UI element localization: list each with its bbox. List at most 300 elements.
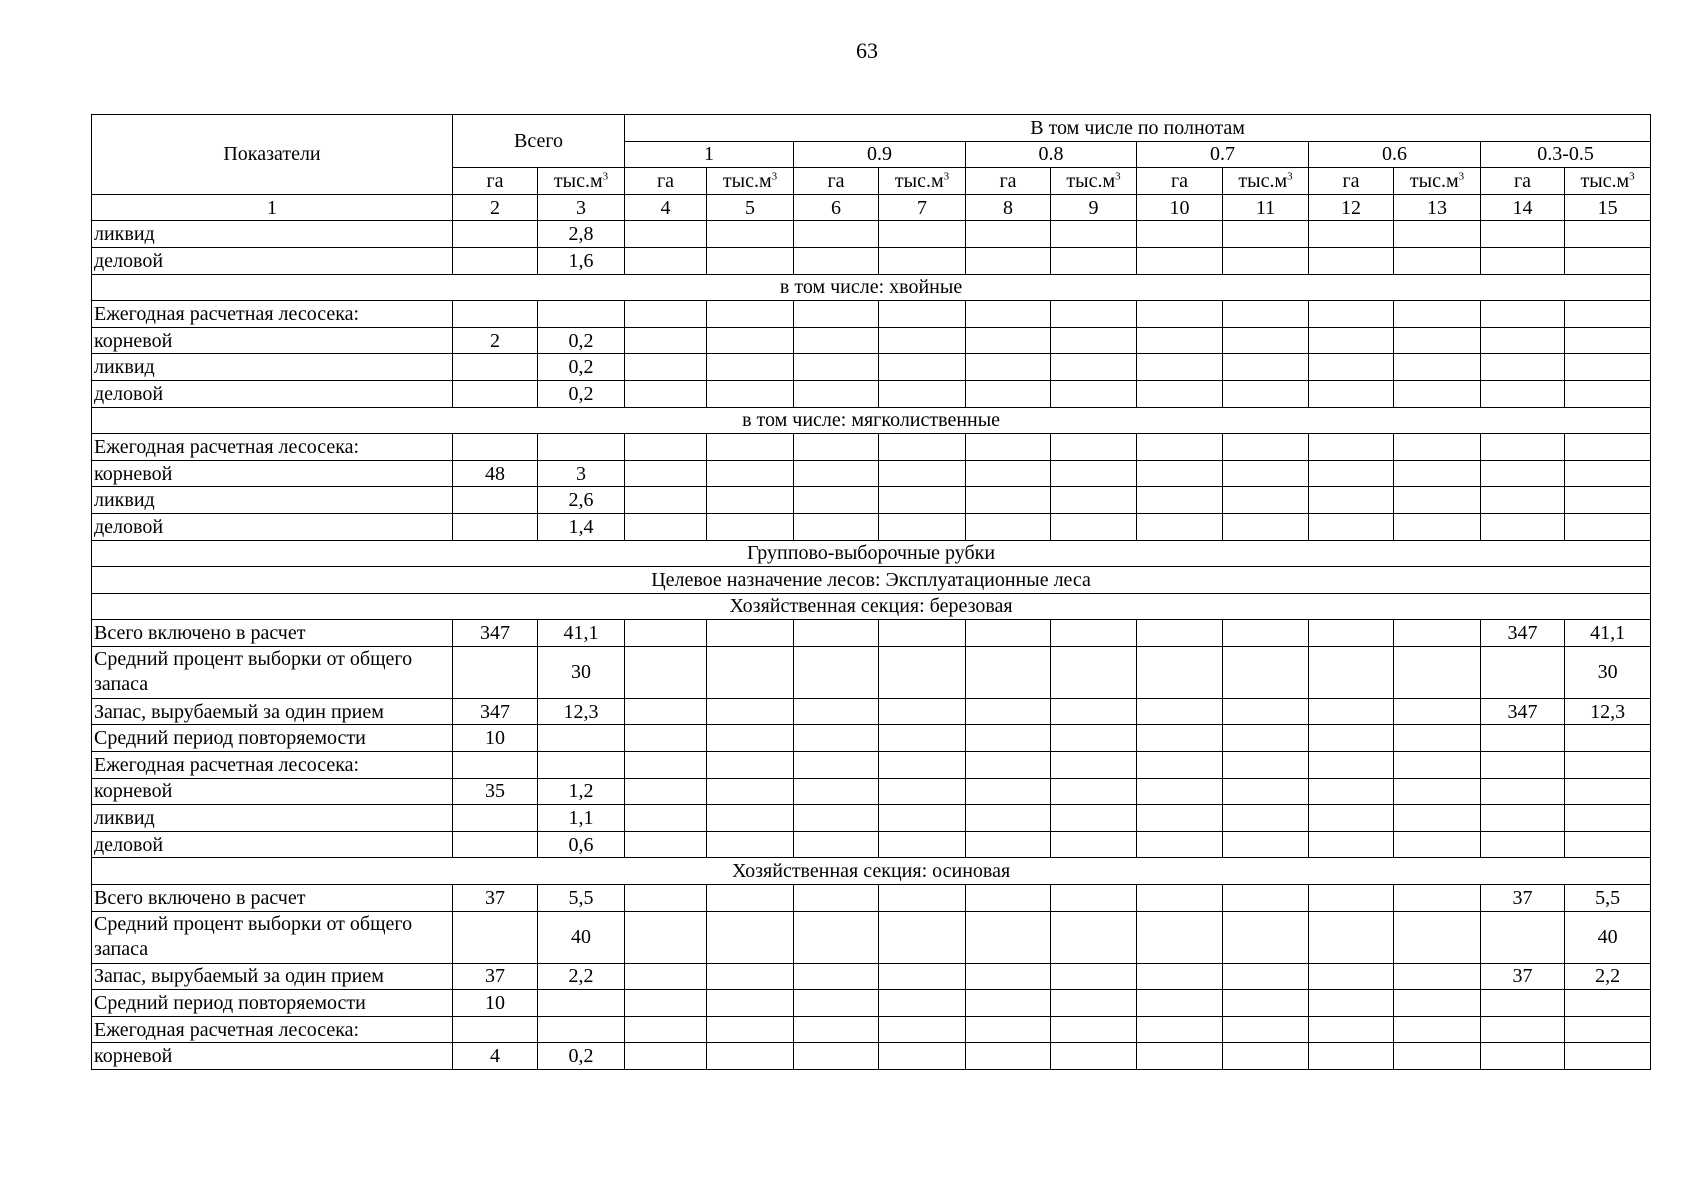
table-cell: [1223, 354, 1309, 381]
unit-volume-sup: 3: [1287, 170, 1293, 183]
table-cell: [1137, 698, 1223, 725]
unit-volume-sup: 3: [602, 170, 609, 183]
section-title: в том числе: хвойные: [92, 274, 1651, 301]
table-cell: [1223, 620, 1309, 647]
table-cell: 2,2: [1565, 963, 1651, 990]
table-row: [92, 831, 1651, 858]
table-cell: [453, 221, 538, 248]
table-cell: [966, 885, 1051, 912]
table-cell: [707, 752, 794, 779]
table-cell: [453, 434, 538, 461]
table-cell: [1051, 301, 1137, 328]
table-cell: [1223, 221, 1309, 248]
row-label: Всего включено в расчет: [92, 620, 453, 647]
column-number: 3: [538, 194, 625, 221]
table-cell: [625, 885, 707, 912]
header-unit-ha: га: [1137, 168, 1223, 195]
table-cell: [1394, 805, 1481, 832]
table-cell: 2: [453, 327, 538, 354]
table-cell: [1309, 805, 1394, 832]
row-label: ликвид: [92, 805, 453, 832]
header-density: 0.8: [966, 141, 1137, 168]
table-row: [92, 778, 1651, 805]
page-number: 63: [856, 38, 878, 63]
table-cell: [1137, 380, 1223, 407]
table-cell: 40: [1565, 911, 1651, 963]
table-cell: [879, 911, 966, 963]
table-cell: [538, 752, 625, 779]
table-cell: [1223, 778, 1309, 805]
table-cell: [879, 831, 966, 858]
table-cell: [453, 247, 538, 274]
table-cell: [1481, 380, 1565, 407]
table-cell: [794, 646, 879, 698]
table-cell: [1394, 221, 1481, 248]
table-cell: [538, 725, 625, 752]
header-unit-volume: [707, 168, 794, 195]
table-cell: [879, 646, 966, 698]
header-density: 0.6: [1309, 141, 1481, 168]
table-row: [92, 247, 1651, 274]
table-cell: 0,2: [538, 380, 625, 407]
table-cell: 347: [1481, 698, 1565, 725]
unit-volume-sup: 3: [1115, 170, 1121, 183]
table-cell: [538, 1016, 625, 1043]
table-cell: [1223, 487, 1309, 514]
row-label: Средний период повторяемости: [92, 725, 453, 752]
table-cell: [625, 1043, 707, 1070]
header-total: Всего: [453, 115, 625, 168]
table-cell: [1223, 725, 1309, 752]
table-cell: [1051, 434, 1137, 461]
table-cell: [707, 221, 794, 248]
table-cell: [625, 301, 707, 328]
table-cell: [879, 513, 966, 540]
column-number: 7: [879, 194, 966, 221]
header-unit-volume: [538, 168, 625, 195]
table-cell: [1481, 301, 1565, 328]
table-cell: [625, 831, 707, 858]
table-cell: [1394, 487, 1481, 514]
table-cell: [1051, 380, 1137, 407]
table-cell: [707, 1043, 794, 1070]
table-row: [92, 380, 1651, 407]
table-row: [92, 885, 1651, 912]
table-row: [92, 487, 1651, 514]
header-row-1: [92, 115, 1651, 142]
table-cell: 30: [1565, 646, 1651, 698]
row-label: деловой: [92, 247, 453, 274]
table-cell: 10: [453, 725, 538, 752]
table-cell: 37: [453, 885, 538, 912]
table-cell: [538, 434, 625, 461]
table-cell: [966, 646, 1051, 698]
table-cell: [707, 513, 794, 540]
table-cell: [794, 221, 879, 248]
table-cell: [966, 380, 1051, 407]
table-cell: [794, 1043, 879, 1070]
table-cell: [966, 434, 1051, 461]
table-cell: 37: [453, 963, 538, 990]
table-cell: [1394, 725, 1481, 752]
table-cell: [1137, 963, 1223, 990]
table-cell: [1481, 327, 1565, 354]
table-cell: [1481, 434, 1565, 461]
table-cell: [1309, 620, 1394, 647]
table-cell: [1137, 885, 1223, 912]
table-cell: [1481, 1016, 1565, 1043]
table-cell: [1051, 805, 1137, 832]
column-number: 12: [1309, 194, 1394, 221]
table-cell: [794, 831, 879, 858]
column-number: 6: [794, 194, 879, 221]
unit-volume-sup: 3: [1458, 170, 1465, 183]
unit-volume-text: тыс.м: [1238, 169, 1288, 192]
section-title: в том числе: мягколиственные: [92, 407, 1651, 434]
table-cell: [1223, 1016, 1309, 1043]
table-cell: [1223, 805, 1309, 832]
table-cell: [794, 513, 879, 540]
table-cell: [1223, 752, 1309, 779]
table-cell: [1565, 487, 1651, 514]
column-number: 15: [1565, 194, 1651, 221]
table-cell: [879, 327, 966, 354]
header-unit-ha: га: [1309, 168, 1394, 195]
table-cell: [1481, 354, 1565, 381]
unit-volume-text: тыс.м: [722, 169, 772, 192]
table-cell: [879, 1016, 966, 1043]
table-row: [92, 725, 1651, 752]
table-cell: [794, 778, 879, 805]
table-row: [92, 963, 1651, 990]
table-cell: [1481, 805, 1565, 832]
table-row: [92, 752, 1651, 779]
table-cell: [625, 698, 707, 725]
table-cell: [1137, 1016, 1223, 1043]
table-cell: [966, 752, 1051, 779]
table-cell: [1051, 778, 1137, 805]
table-cell: [794, 725, 879, 752]
table-cell: [879, 752, 966, 779]
table-cell: [794, 354, 879, 381]
table-cell: [1223, 513, 1309, 540]
table-cell: [1394, 327, 1481, 354]
table-cell: [1394, 963, 1481, 990]
table-row: [92, 990, 1651, 1017]
header-unit-volume: [1394, 168, 1481, 195]
table-cell: [1137, 911, 1223, 963]
column-number: 1: [92, 194, 453, 221]
table-cell: [1394, 513, 1481, 540]
row-label: Средний процент выборки от общего запаса: [92, 646, 453, 698]
table-cell: [1309, 752, 1394, 779]
table-cell: [1394, 301, 1481, 328]
table-cell: [1309, 911, 1394, 963]
table-cell: [1223, 990, 1309, 1017]
table-cell: [966, 487, 1051, 514]
table-cell: 347: [453, 620, 538, 647]
table-cell: [794, 885, 879, 912]
table-cell: [879, 805, 966, 832]
table-cell: [1051, 513, 1137, 540]
table-cell: 10: [453, 990, 538, 1017]
table-row: [92, 911, 1651, 963]
column-number: 8: [966, 194, 1051, 221]
table-cell: 37: [1481, 963, 1565, 990]
table-body: [92, 221, 1651, 1070]
unit-volume-text: тыс.м: [894, 169, 944, 192]
table-cell: [1051, 620, 1137, 647]
table-cell: 2,8: [538, 221, 625, 248]
table-cell: [1223, 831, 1309, 858]
table-cell: [794, 963, 879, 990]
table-cell: [1223, 885, 1309, 912]
header-indicators: Показатели: [92, 115, 453, 195]
table-cell: [1394, 434, 1481, 461]
table-cell: 4: [453, 1043, 538, 1070]
table-cell: [453, 646, 538, 698]
table-cell: [625, 725, 707, 752]
table-row: [92, 221, 1651, 248]
table-cell: [879, 885, 966, 912]
table-cell: [453, 301, 538, 328]
table-cell: [1481, 460, 1565, 487]
table-cell: [1309, 513, 1394, 540]
table-cell: [1051, 752, 1137, 779]
table-cell: [625, 487, 707, 514]
column-number: 9: [1051, 194, 1137, 221]
table-cell: [879, 487, 966, 514]
table-cell: [453, 380, 538, 407]
table-cell: [966, 698, 1051, 725]
row-label: корневой: [92, 1043, 453, 1070]
header-unit-volume: [879, 168, 966, 195]
table-cell: [1565, 301, 1651, 328]
table-cell: [1137, 221, 1223, 248]
table-cell: 40: [538, 911, 625, 963]
table-cell: [1051, 247, 1137, 274]
table-cell: [879, 380, 966, 407]
table-cell: [966, 221, 1051, 248]
header-unit-ha: га: [966, 168, 1051, 195]
table-row: [92, 698, 1651, 725]
column-number: 4: [625, 194, 707, 221]
table-cell: [1309, 646, 1394, 698]
table-cell: [625, 380, 707, 407]
table-cell: [1051, 963, 1137, 990]
forest-cutting-table: [91, 114, 1651, 1070]
table-cell: [453, 487, 538, 514]
table-cell: [1309, 221, 1394, 248]
table-cell: [1223, 911, 1309, 963]
table-cell: [707, 698, 794, 725]
table-cell: [1051, 1016, 1137, 1043]
table-cell: [966, 1016, 1051, 1043]
table-cell: [453, 831, 538, 858]
table-cell: [707, 778, 794, 805]
header-density: 0.7: [1137, 141, 1309, 168]
table-cell: [966, 963, 1051, 990]
table-cell: [707, 911, 794, 963]
table-cell: 12,3: [1565, 698, 1651, 725]
table-cell: [794, 752, 879, 779]
table-cell: 5,5: [538, 885, 625, 912]
table-cell: [1394, 752, 1481, 779]
table-cell: 2,2: [538, 963, 625, 990]
table-cell: [625, 221, 707, 248]
unit-volume-text: тыс.м: [1409, 169, 1459, 192]
table-cell: [794, 805, 879, 832]
table-cell: [625, 620, 707, 647]
table-cell: [794, 698, 879, 725]
table-cell: [1565, 778, 1651, 805]
table-cell: 1,2: [538, 778, 625, 805]
row-label: Средний процент выборки от общего запаса: [92, 911, 453, 963]
table-cell: [1223, 460, 1309, 487]
header-unit-ha: га: [453, 168, 538, 195]
table-cell: [1394, 247, 1481, 274]
table-cell: 41,1: [538, 620, 625, 647]
unit-volume-sup: 3: [943, 170, 950, 183]
table-cell: [1565, 327, 1651, 354]
table-cell: [1051, 1043, 1137, 1070]
section-row: [92, 274, 1651, 301]
table-cell: 347: [453, 698, 538, 725]
table-cell: [707, 247, 794, 274]
table-cell: [1565, 354, 1651, 381]
table-cell: [1137, 831, 1223, 858]
table-cell: [707, 487, 794, 514]
table-cell: [1223, 646, 1309, 698]
row-label: ликвид: [92, 221, 453, 248]
table-cell: [966, 831, 1051, 858]
table-cell: [1051, 885, 1137, 912]
table-cell: [625, 327, 707, 354]
table-cell: 30: [538, 646, 625, 698]
table-cell: [1565, 460, 1651, 487]
table-cell: [625, 434, 707, 461]
table-cell: [1309, 698, 1394, 725]
row-label: Ежегодная расчетная лесосека:: [92, 1016, 453, 1043]
table-cell: [707, 327, 794, 354]
table-cell: [1051, 646, 1137, 698]
table-cell: [1051, 221, 1137, 248]
table-cell: [794, 301, 879, 328]
table-cell: [966, 1043, 1051, 1070]
table-cell: [879, 434, 966, 461]
table-cell: 41,1: [1565, 620, 1651, 647]
table-cell: [966, 247, 1051, 274]
table-cell: [707, 301, 794, 328]
table-cell: [1137, 778, 1223, 805]
row-label: Запас, вырубаемый за один прием: [92, 698, 453, 725]
table-cell: [1051, 327, 1137, 354]
column-number: 14: [1481, 194, 1565, 221]
table-cell: [1394, 1043, 1481, 1070]
row-label: корневой: [92, 327, 453, 354]
table-cell: [1481, 778, 1565, 805]
header-unit-ha: га: [1481, 168, 1565, 195]
table-cell: [625, 778, 707, 805]
table-cell: [1394, 990, 1481, 1017]
table-cell: [1309, 831, 1394, 858]
table-cell: [625, 460, 707, 487]
table-cell: [879, 778, 966, 805]
header-by-density: В том числе по полнотам: [625, 115, 1651, 142]
table-cell: [1137, 990, 1223, 1017]
table-cell: [794, 247, 879, 274]
table-cell: [625, 513, 707, 540]
header-density: 0.3-0.5: [1481, 141, 1651, 168]
table-cell: [1394, 885, 1481, 912]
row-label: деловой: [92, 513, 453, 540]
table-cell: [879, 963, 966, 990]
table-cell: [538, 990, 625, 1017]
table-cell: [1223, 247, 1309, 274]
table-row: [92, 327, 1651, 354]
table-cell: [794, 434, 879, 461]
table-row: [92, 354, 1651, 381]
table-cell: [879, 725, 966, 752]
row-label: деловой: [92, 831, 453, 858]
table-cell: [1309, 460, 1394, 487]
table-row: [92, 1016, 1651, 1043]
table-cell: [1051, 354, 1137, 381]
table-cell: [707, 434, 794, 461]
table-cell: [1137, 301, 1223, 328]
table-cell: [1309, 487, 1394, 514]
table-cell: 1,6: [538, 247, 625, 274]
table-cell: [966, 725, 1051, 752]
table-cell: [707, 1016, 794, 1043]
table-cell: [707, 646, 794, 698]
table-cell: [879, 1043, 966, 1070]
section-title: Хозяйственная секция: осиновая: [92, 858, 1651, 885]
row-label: корневой: [92, 778, 453, 805]
table-cell: [1309, 778, 1394, 805]
table-cell: [879, 698, 966, 725]
table-cell: [1481, 911, 1565, 963]
table-cell: [794, 327, 879, 354]
column-number: 13: [1394, 194, 1481, 221]
table-cell: [1051, 698, 1137, 725]
row-label: ликвид: [92, 487, 453, 514]
table-cell: [1223, 380, 1309, 407]
section-row: [92, 858, 1651, 885]
table-cell: [1137, 354, 1223, 381]
table-cell: 0,2: [538, 327, 625, 354]
table-cell: [453, 1016, 538, 1043]
column-number: 2: [453, 194, 538, 221]
table-cell: [707, 725, 794, 752]
table-cell: [879, 354, 966, 381]
table-cell: [453, 752, 538, 779]
table-cell: [1565, 221, 1651, 248]
table-cell: 347: [1481, 620, 1565, 647]
table-cell: [1394, 460, 1481, 487]
table-cell: [1051, 487, 1137, 514]
table-cell: [625, 990, 707, 1017]
table-cell: [1481, 221, 1565, 248]
table-cell: [1309, 301, 1394, 328]
table-cell: [879, 247, 966, 274]
table-cell: [625, 247, 707, 274]
table-cell: 1,1: [538, 805, 625, 832]
header-unit-ha: га: [794, 168, 879, 195]
table-cell: 48: [453, 460, 538, 487]
row-label: деловой: [92, 380, 453, 407]
table-cell: [1394, 354, 1481, 381]
